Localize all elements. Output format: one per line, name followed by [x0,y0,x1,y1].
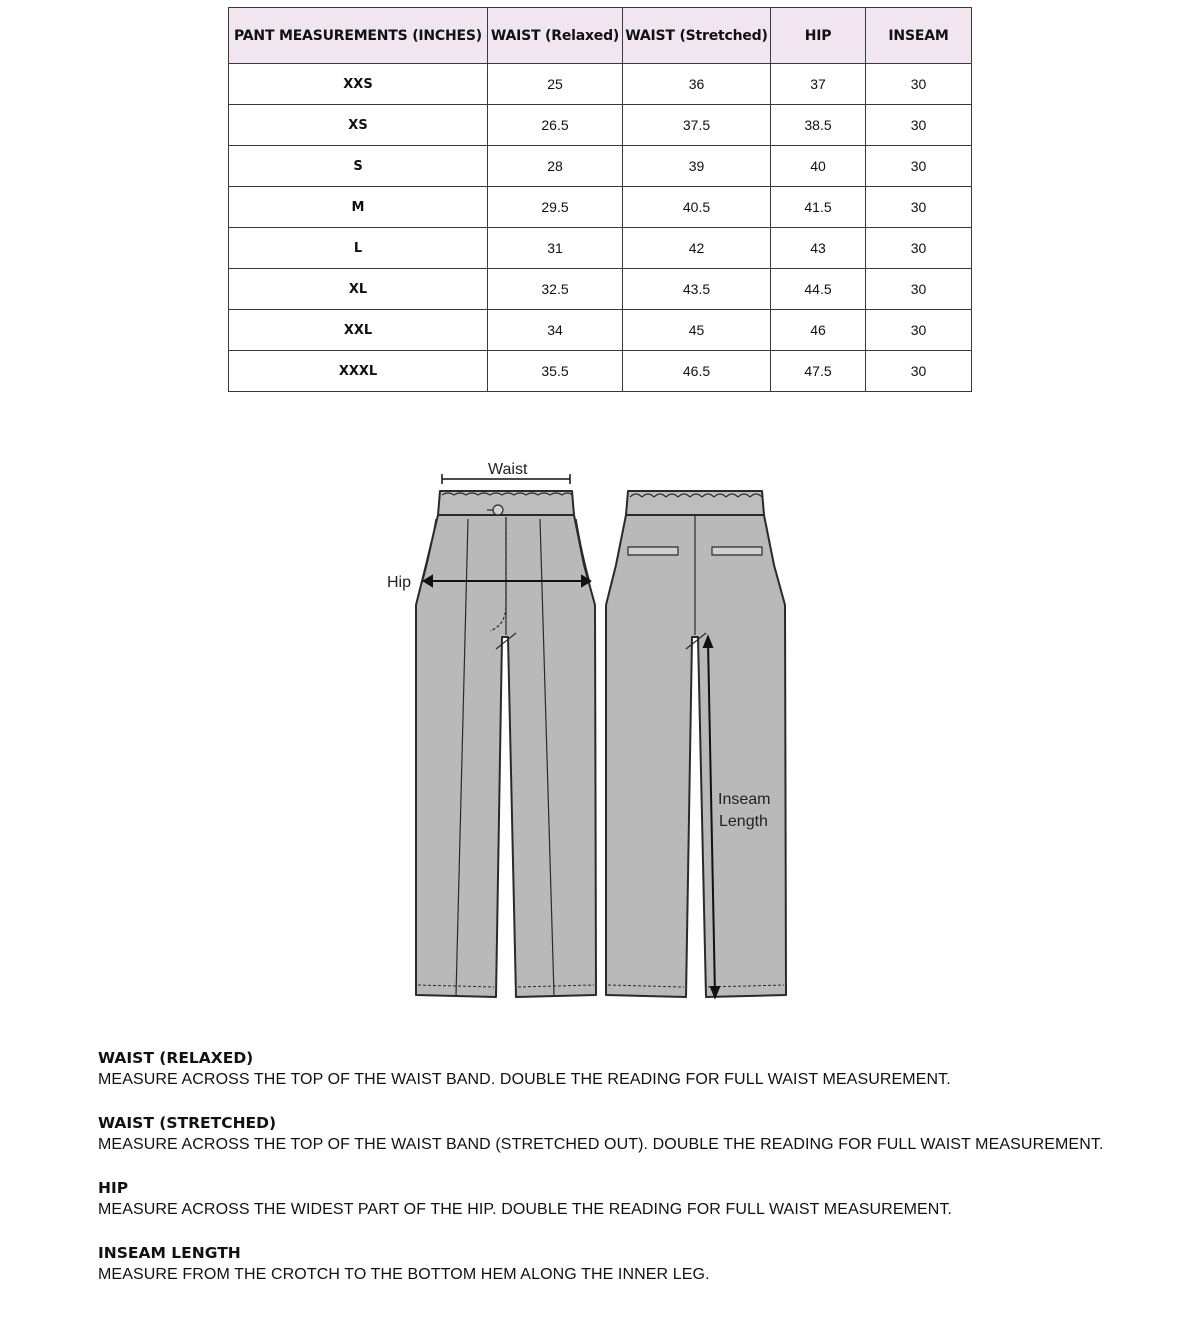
table-row [229,146,972,187]
waist-stretched-cell: 45 [623,310,771,351]
waist-relaxed-cell: 28 [488,146,623,187]
inseam-cell: 30 [866,310,972,351]
table-header-row [229,8,972,64]
waist-stretched-cell: 40.5 [623,187,771,228]
pant-measurement-diagram [370,455,810,1015]
hip-cell: 43 [771,228,866,269]
size-cell: S [229,146,488,187]
inseam-label-line2: Length [719,813,768,830]
table-row [229,64,972,105]
note-inseam-length [98,1242,1158,1286]
header-pant-measurements: PANT MEASUREMENTS (INCHES) [229,8,488,64]
inseam-cell: 30 [866,64,972,105]
waist-stretched-cell: 37.5 [623,105,771,146]
waist-relaxed-cell: 25 [488,64,623,105]
hip-cell: 47.5 [771,351,866,392]
note-title: WAIST (STRETCHED) [98,1114,277,1132]
size-cell: XS [229,105,488,146]
inseam-cell: 30 [866,228,972,269]
inseam-label-line1: Inseam [718,791,771,808]
hip-cell: 44.5 [771,269,866,310]
header-waist-relaxed: WAIST (Relaxed) [488,8,623,64]
size-cell: L [229,228,488,269]
table-row [229,105,972,146]
note-description: MEASURE ACROSS THE TOP OF THE WAIST BAND. DOUBLE THE READING FOR FULL WAIST MEASUREMENT. [98,1071,951,1088]
note-description: MEASURE ACROSS THE TOP OF THE WAIST BAND (STRETCHED OUT). DOUBLE THE READING FOR FULL WAIST MEASUREMENT. [98,1136,1104,1153]
size-cell: XXL [229,310,488,351]
size-cell: XL [229,269,488,310]
waist-relaxed-cell: 31 [488,228,623,269]
inseam-cell: 30 [866,146,972,187]
inseam-cell: 30 [866,351,972,392]
inseam-cell: 30 [866,269,972,310]
table-row [229,187,972,228]
waist-stretched-cell: 46.5 [623,351,771,392]
header-hip: HIP [771,8,866,64]
size-cell: XXXL [229,351,488,392]
note-title: HIP [98,1179,129,1197]
note-description: MEASURE ACROSS THE WIDEST PART OF THE HIP. DOUBLE THE READING FOR FULL WAIST MEASUREMENT. [98,1201,953,1218]
table-row [229,351,972,392]
note-waist-relaxed [98,1047,1158,1091]
waist-stretched-cell: 39 [623,146,771,187]
note-title: INSEAM LENGTH [98,1244,241,1262]
note-waist-stretched [98,1112,1158,1156]
size-cell: M [229,187,488,228]
front-pant-illustration [416,491,596,997]
table-row [229,310,972,351]
header-waist-stretched: WAIST (Stretched) [623,8,771,64]
note-hip [98,1177,1158,1221]
waist-relaxed-cell: 35.5 [488,351,623,392]
back-pant-illustration [606,491,786,997]
waist-label: Waist [488,461,528,478]
inseam-cell: 30 [866,105,972,146]
hip-cell: 37 [771,64,866,105]
hip-cell: 40 [771,146,866,187]
waist-stretched-cell: 36 [623,64,771,105]
inseam-cell: 30 [866,187,972,228]
hip-label: Hip [387,574,412,591]
hip-cell: 38.5 [771,105,866,146]
note-title: WAIST (RELAXED) [98,1049,254,1067]
waist-relaxed-cell: 26.5 [488,105,623,146]
waist-relaxed-cell: 29.5 [488,187,623,228]
table-row [229,269,972,310]
waist-stretched-cell: 42 [623,228,771,269]
waist-relaxed-cell: 32.5 [488,269,623,310]
size-chart-table [228,7,972,392]
note-description: MEASURE FROM THE CROTCH TO THE BOTTOM HEM ALONG THE INNER LEG. [98,1266,710,1283]
pant-diagram-svg [370,455,810,1015]
hip-cell: 41.5 [771,187,866,228]
measurement-instructions [98,1047,1158,1307]
header-inseam: INSEAM [866,8,972,64]
hip-cell: 46 [771,310,866,351]
waist-stretched-cell: 43.5 [623,269,771,310]
table-row [229,228,972,269]
waist-relaxed-cell: 34 [488,310,623,351]
size-cell: XXS [229,64,488,105]
